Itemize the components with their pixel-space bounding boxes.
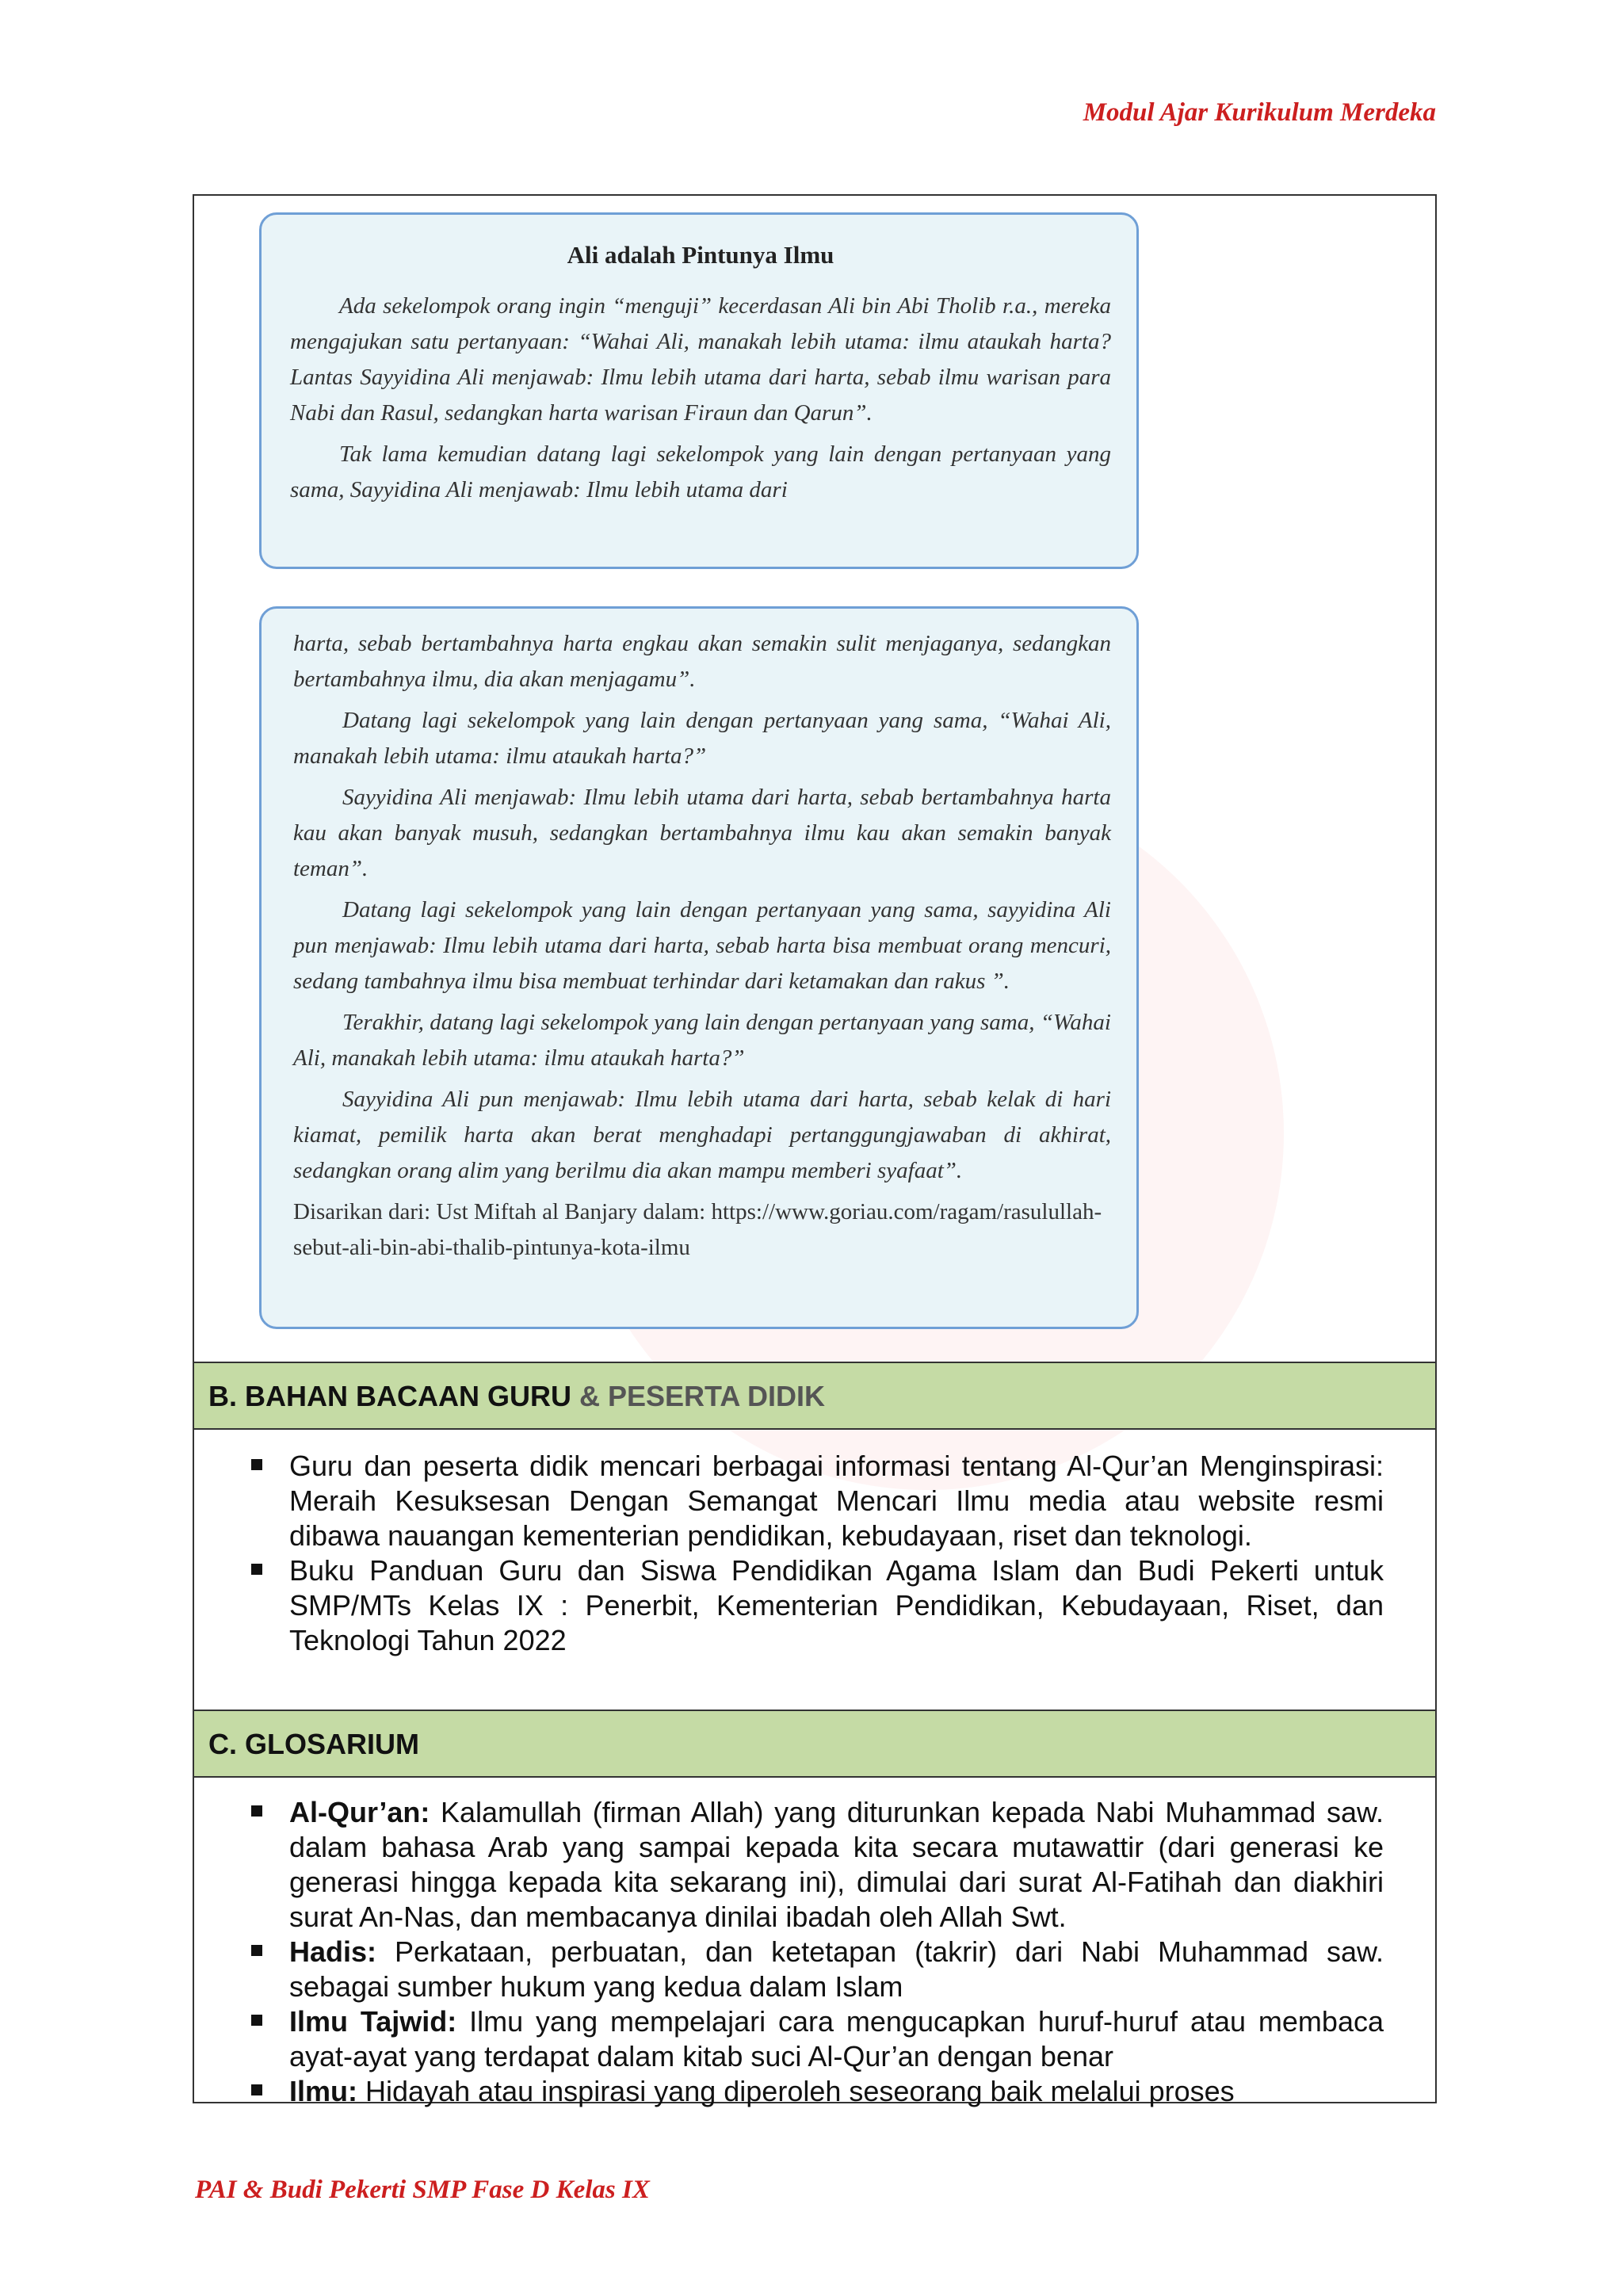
section-b-heading-rest: & PESERTA DIDIK — [571, 1380, 826, 1412]
story-paragraph: Datang lagi sekelompok yang lain dengan pertanyaan yang sama, “Wahai Ali, manakah lebih utama: ilmu ataukah harta?” — [293, 708, 1111, 769]
story-box-part-1 — [259, 212, 1139, 569]
list-item — [248, 1449, 1384, 1553]
bullet-icon — [251, 2084, 262, 2095]
list-item-text: Buku Panduan Guru dan Siswa Pendidikan Agama Islam dan Budi Pekerti untuk SMP/MTs Kelas IX : Penerbit, Kementerian Pendidikan, Kebudayaan, Riset, dan Teknologi Tahun 2022 — [289, 1554, 1384, 1656]
story-paragraph: Sayyidina Ali menjawab: Ilmu lebih utama dari harta, sebab bertambahnya harta kau akan banyak musuh, sedangkan bertambahnya ilmu kau akan semakin banyak teman”. — [293, 785, 1111, 881]
story-paragraph: Sayyidina Ali pun menjawab: Ilmu lebih utama dari harta, sebab kelak di hari kiamat, pemilik harta akan berat menghadapi pertanggungjawaban di akhirat, sedangkan orang alim yang berilmu dia akan mampu memberi syafaat”. — [293, 1087, 1111, 1183]
glossary-term: Hadis: — [289, 1935, 377, 1968]
section-b-heading-main: B. BAHAN BACAAN GURU — [208, 1380, 571, 1412]
section-c-heading: C. GLOSARIUM — [194, 1710, 1435, 1778]
story-paragraph: Tak lama kemudian datang lagi sekelompok yang lain dengan pertanyaan yang sama, Sayyidina Ali menjawab: Ilmu lebih utama dari — [290, 441, 1111, 502]
glossary-term: Ilmu: — [289, 2075, 357, 2107]
glossary-term: Ilmu Tajwid: — [289, 2005, 457, 2038]
bullet-icon — [251, 1805, 262, 1817]
glossary-definition: Kalamullah (firman Allah) yang diturunkan kepada Nabi Muhammad saw. dalam bahasa Arab yang sampai kepada kita secara mutawattir (dari generasi ke generasi hingga kepada kita sekarang ini), dimulai dari surat Al-Fatihah dan diakhiri surat An-Nas, dan membacanya dinilai ibadah oleh Allah Swt. — [289, 1796, 1384, 1933]
list-item — [248, 1553, 1384, 1658]
glossary-item — [248, 1795, 1384, 1935]
story-box-part-2 — [259, 606, 1139, 1329]
page-footer-title: PAI & Budi Pekerti SMP Fase D Kelas IX — [195, 2176, 650, 2204]
page-header-title: Modul Ajar Kurikulum Merdeka — [1083, 98, 1436, 127]
section-b-list — [248, 1449, 1384, 1658]
story-paragraph: Datang lagi sekelompok yang lain dengan pertanyaan yang sama, sayyidina Ali pun menjawab: Ilmu lebih utama dari harta, sebab harta bisa membuat orang mencuri, sedang tambahnya ilmu bisa membuat terhindar dari ketamakan dan rakus ”. — [293, 897, 1111, 994]
story-paragraph: Terakhir, datang lagi sekelompok yang lain dengan pertanyaan yang sama, “Wahai Ali, manakah lebih utama: ilmu ataukah harta?” — [293, 1010, 1111, 1071]
section-b-heading — [194, 1362, 1435, 1430]
bullet-icon — [251, 2015, 262, 2026]
glossary-item — [248, 2004, 1384, 2074]
bullet-icon — [251, 1459, 262, 1470]
story-title: Ali adalah Pintunya Ilmu — [567, 241, 834, 269]
bullet-icon — [251, 1945, 262, 1956]
bullet-icon — [251, 1564, 262, 1575]
story-source: Disarikan dari: Ust Miftah al Banjary dalam: https://www.goriau.com/ragam/rasulullah-sebut-ali-bin-abi-thalib-pintunya-kota-ilmu — [293, 1199, 1102, 1260]
glossary-list — [248, 1795, 1384, 2109]
glossary-definition: Perkataan, perbuatan, dan ketetapan (takrir) dari Nabi Muhammad saw. sebagai sumber hukum yang kedua dalam Islam — [289, 1935, 1384, 2003]
list-item-text: Guru dan peserta didik mencari berbagai informasi tentang Al-Qur’an Menginspirasi: Meraih Kesuksesan Dengan Semangat Mencari Ilmu media atau website resmi dibawa nauangan kementerian pendidikan, kebudayaan, riset dan teknologi. — [289, 1450, 1384, 1552]
glossary-term: Al-Qur’an: — [289, 1796, 430, 1828]
glossary-item — [248, 2074, 1384, 2109]
glossary-definition: Hidayah atau inspirasi yang diperoleh seseorang baik melalui proses — [357, 2075, 1235, 2107]
glossary-definition: Ilmu yang mempelajari cara mengucapkan huruf-huruf atau membaca ayat-ayat yang terdapat dalam kitab suci Al-Qur’an dengan benar — [289, 2005, 1384, 2073]
story-paragraph-continuation: harta, sebab bertambahnya harta engkau akan semakin sulit menjaganya, sedangkan bertambahnya ilmu, dia akan menjagamu”. — [293, 631, 1111, 692]
glossary-item — [248, 1935, 1384, 2004]
story-paragraph: Ada sekelompok orang ingin “menguji” kecerdasan Ali bin Abi Tholib r.a., mereka mengajukan satu pertanyaan: “Wahai Ali, manakah lebih utama: ilmu ataukah harta? Lantas Sayyidina Ali menjawab: Ilmu lebih utama dari harta, sebab ilmu warisan para Nabi dan Rasul, sedangkan harta warisan Firaun dan Qarun”. — [290, 293, 1111, 426]
